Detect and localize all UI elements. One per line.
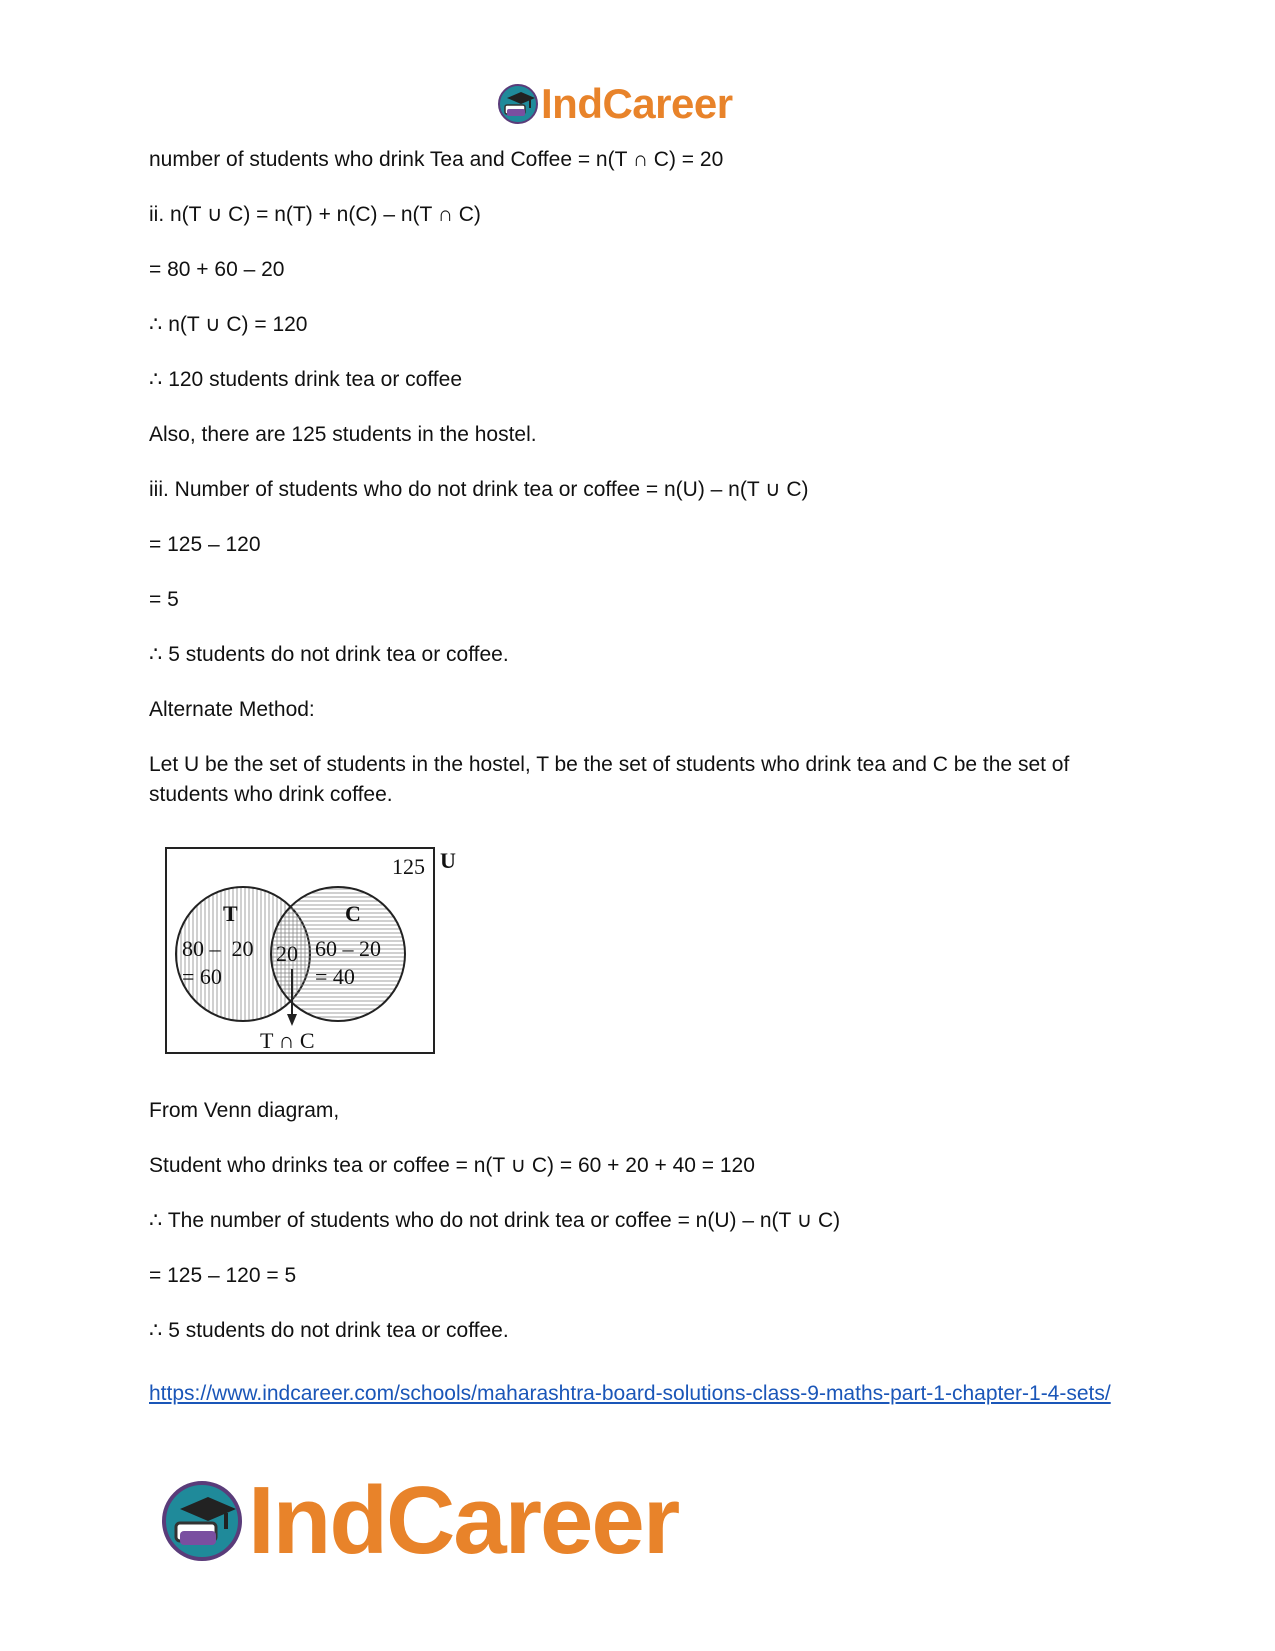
text-line: ii. n(T ∪ C) = n(T) + n(C) – n(T ∩ C) — [149, 203, 481, 226]
text-line: From Venn diagram, — [149, 1099, 340, 1122]
t-only-result: = 60 — [182, 964, 222, 989]
arrow-head-icon — [287, 1014, 297, 1026]
text-line: ∴ 120 students drink tea or coffee — [149, 368, 463, 391]
text-line: = 125 – 120 — [149, 533, 261, 556]
text-line: iii. Number of students who do not drink tea or coffee = n(U) – n(T ∪ C) — [149, 478, 809, 501]
text-line: = 80 + 60 – 20 — [149, 258, 285, 281]
c-only-value: 60 – 20 — [315, 936, 381, 961]
text-line: number of students who drink Tea and Coffee = n(T ∩ C) = 20 — [149, 148, 724, 171]
text-line: = 125 – 120 = 5 — [149, 1264, 297, 1287]
graduation-cap-book-icon — [497, 83, 539, 125]
text-line: ∴ 5 students do not drink tea or coffee. — [149, 643, 509, 666]
logo-wordmark: IndCareer — [248, 1467, 679, 1574]
text-line: = 5 — [149, 588, 179, 611]
graduation-cap-book-icon — [160, 1479, 244, 1563]
text-paragraph: Let U be the set of students in the hostel, T be the set of students who drink tea and C be the set of students who drink coffee. — [149, 753, 1070, 806]
text-line: ∴ n(T ∪ C) = 120 — [149, 313, 308, 336]
venn-diagram — [160, 844, 460, 1059]
text-line: ∴ 5 students do not drink tea or coffee. — [149, 1319, 509, 1342]
header-logo — [497, 80, 733, 128]
set-c-label: C — [345, 901, 361, 926]
logo-wordmark: IndCareer — [541, 80, 733, 127]
text-line: ∴ The number of students who do not drink tea or coffee = n(U) – n(T ∪ C) — [149, 1209, 841, 1232]
universe-count: 125 — [392, 854, 425, 879]
source-link[interactable]: https://www.indcareer.com/schools/maharashtra-board-solutions-class-9-maths-part-1-chapter-1-4-sets/ — [149, 1382, 1111, 1405]
text-line: Student who drinks tea or coffee = n(T ∪ C) = 60 + 20 + 40 = 120 — [149, 1154, 755, 1177]
text-line: Also, there are 125 students in the hostel. — [149, 423, 537, 446]
footer-logo — [160, 1466, 678, 1576]
universe-label: U — [440, 848, 456, 873]
intersection-value: 20 — [276, 941, 298, 966]
section-heading: Alternate Method: — [149, 698, 315, 721]
intersection-label: T ∩ C — [260, 1028, 315, 1053]
set-t-label: T — [223, 901, 238, 926]
t-only-value: 80 – 20 — [182, 936, 254, 961]
document-body — [149, 145, 1129, 1346]
c-only-result: = 40 — [315, 964, 355, 989]
